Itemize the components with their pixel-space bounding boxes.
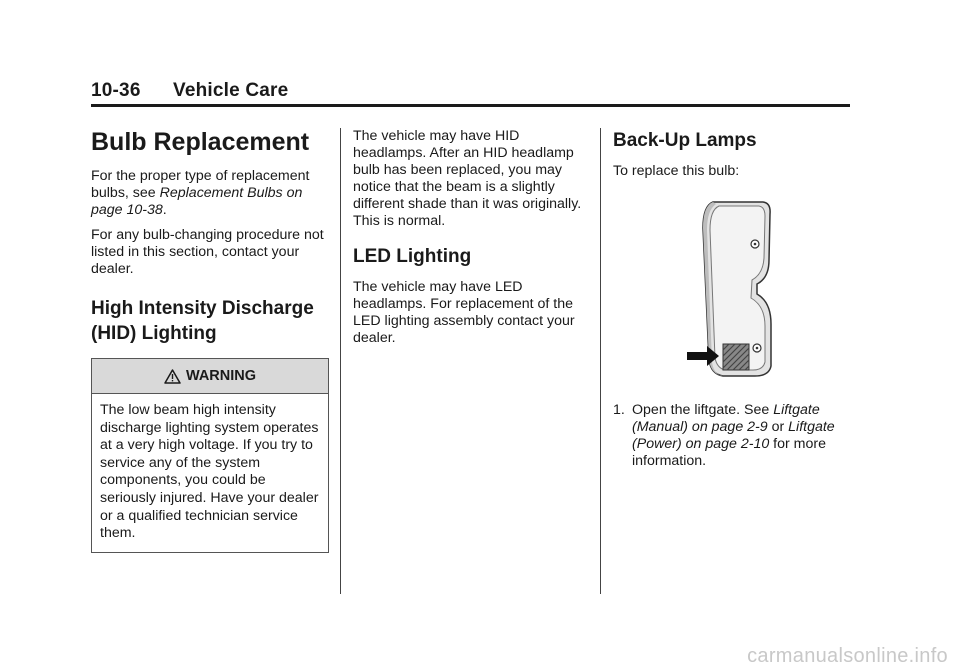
replacement-bulbs-reference[interactable]: Replacement Bulbs on page 10-38 [91, 185, 303, 218]
warning-box [91, 358, 329, 553]
column-divider-2 [600, 128, 601, 594]
warning-header [92, 359, 328, 394]
intro-period: . [162, 202, 167, 218]
hid-lighting-heading [91, 296, 329, 346]
column-1 [91, 128, 329, 553]
back-up-lamps-heading: Back-Up Lamps [613, 130, 757, 151]
section-title: Vehicle Care [173, 80, 289, 101]
back-up-intro: To replace this bulb: [613, 163, 740, 179]
hid-paragraph: The vehicle may have HID headlamps. After an HID headlamp bulb has been replaced, you may notice that the beam is a slightly different shade than it was originally. This is normal. [353, 128, 582, 229]
step-1-number: 1. [613, 402, 625, 418]
liftgate-power-reference[interactable]: Liftgate (Power) on page 2-10 [632, 419, 835, 452]
step-1-lead: Open the liftgate. See [632, 402, 774, 418]
column-3 [613, 128, 853, 470]
bulb-replacement-heading: Bulb Replacement [91, 128, 310, 156]
column-divider-1 [340, 128, 341, 594]
replacement-intro-paragraph [91, 168, 329, 219]
intro-text: For the proper type of replacement bulbs, see [91, 168, 310, 201]
step-1 [613, 402, 853, 470]
warning-text: The low beam high intensity discharge lighting system operates at a very high voltage. If you try to service any of the system components, you could be seriously injured. Have your dealer or a qualified technician service them. [100, 402, 319, 542]
page-header [91, 80, 288, 102]
hid-heading-line-1: High Intensity Discharge [91, 298, 314, 319]
warning-label: WARNING [185, 367, 257, 384]
hid-heading-line-2: (HID) Lighting [91, 323, 217, 344]
back-up-lamp-illustration [685, 198, 795, 380]
step-1-tail: for more information. [632, 436, 826, 469]
step-1-text [632, 402, 853, 470]
column-2 [353, 128, 593, 355]
step-1-or: or [767, 419, 789, 435]
page-number: 10-36 [91, 80, 141, 101]
warning-triangle-icon [164, 369, 181, 384]
led-lighting-heading: LED Lighting [353, 246, 472, 267]
led-paragraph: The vehicle may have LED headlamps. For replacement of the LED lighting assembly contact your dealer. [353, 279, 575, 346]
liftgate-manual-reference[interactable]: Liftgate (Manual) on page 2-9 [632, 402, 820, 435]
header-rule [91, 104, 850, 107]
dealer-paragraph: For any bulb-changing procedure not listed in this section, contact your dealer. [91, 227, 324, 277]
watermark: carmanualsonline.info [747, 645, 948, 667]
